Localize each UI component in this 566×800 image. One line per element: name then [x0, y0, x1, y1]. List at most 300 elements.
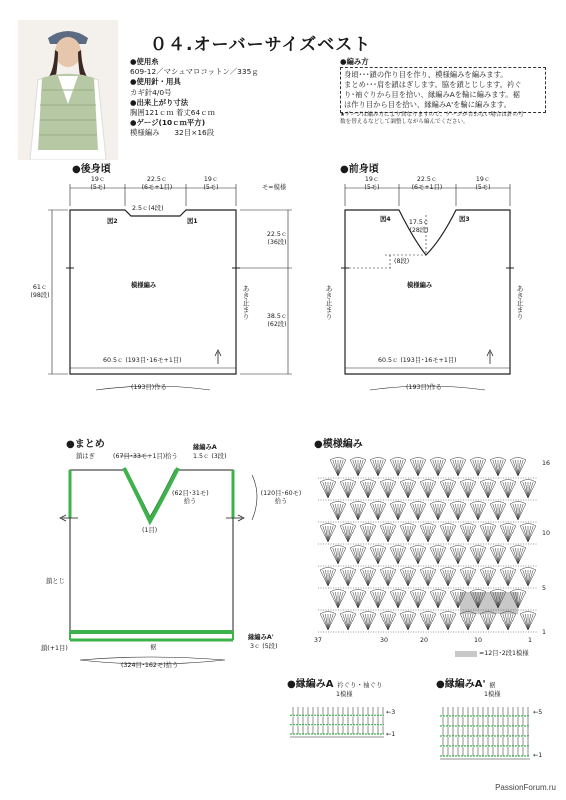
stitch-stroke: [493, 548, 498, 564]
stitch-stroke: [448, 570, 453, 586]
fan-motif: [460, 568, 476, 587]
back-left-width: [84, 176, 112, 192]
fan-motif: [410, 458, 426, 477]
fan-arc: [470, 546, 486, 549]
fan-motif: [350, 546, 366, 565]
back-lower-height-cm: 38.5ｃ: [266, 313, 288, 320]
shoulder-seam-label: 鎖はぎ: [76, 453, 95, 460]
stitch-stroke: [523, 570, 528, 586]
back-cast-on: (193目)作る: [131, 384, 167, 391]
stitch-stroke: [433, 504, 438, 520]
fan-motif: [440, 612, 456, 631]
fan-arc: [450, 546, 466, 549]
stitch-stroke: [503, 614, 508, 630]
stitch-stroke: [358, 548, 363, 564]
legend-label: =12目･2段1模様: [479, 650, 529, 657]
fan-arc: [500, 480, 516, 483]
front-v-depth-cm: 17.5ｃ: [408, 219, 430, 226]
fan-motif: [510, 458, 526, 477]
fan-arc: [440, 612, 456, 615]
fan-arc: [350, 458, 366, 461]
stitch-stroke: [523, 614, 528, 630]
stitch-stroke: [368, 526, 373, 542]
stitch-stroke: [418, 592, 423, 608]
fan-motif: [430, 502, 446, 521]
stitch-stroke: [478, 504, 483, 520]
fan-arc: [440, 568, 456, 571]
stitch-stroke: [418, 460, 423, 476]
stitch-stroke: [388, 526, 393, 542]
edge-a-prime-label: 縁編みA': [248, 634, 274, 641]
fan-motif: [350, 502, 366, 521]
stitch-stroke: [468, 614, 473, 630]
stitch-stroke: [333, 592, 338, 608]
fan-motif: [430, 546, 446, 565]
stitch-stroke: [513, 460, 518, 476]
stitch-stroke: [338, 592, 343, 608]
fan-motif: [410, 546, 426, 565]
front-heading: ●前身頃: [340, 164, 379, 175]
assembly-schematic: [60, 456, 257, 664]
fan-motif: [340, 568, 356, 587]
stitch-stroke: [483, 614, 488, 630]
fan-arc: [410, 590, 426, 593]
fan-arc: [480, 568, 496, 571]
yarn-value: 609-12／マシュマロコットン／335ｇ: [130, 67, 259, 77]
edging-a-chart: [290, 707, 384, 737]
front-left-width-motifs: (5モ): [364, 184, 380, 191]
col-label-30: 30: [380, 637, 389, 644]
fan-arc: [520, 568, 536, 571]
neck-pickup-label: (67目･33モ+1目)拾う: [113, 453, 178, 460]
front-row8: (8段): [394, 258, 410, 265]
stitch-stroke: [523, 482, 528, 498]
stitch-stroke: [368, 482, 373, 498]
stitch-stroke: [368, 614, 373, 630]
gauge-note: ★ゲージは編み方により異なりますので、ゲージが合わない場合は針の号 数を替えるなどして調整しながら編んでください。: [340, 112, 524, 126]
stitch-stroke: [453, 504, 458, 520]
front-mid-width-motifs: (6モ+1目): [411, 184, 443, 191]
stitch-stroke: [388, 570, 393, 586]
stitch-stroke: [338, 504, 343, 520]
stitch-stroke: [328, 614, 333, 630]
fan-arc: [320, 568, 336, 571]
fan-arc: [400, 480, 416, 483]
fan-arc: [370, 546, 386, 549]
edging-a-prime-chart: [440, 707, 530, 759]
stitch-stroke: [488, 570, 493, 586]
stitch-stroke: [528, 570, 533, 586]
fan-motif: [340, 524, 356, 543]
fan-arc: [500, 568, 516, 571]
fan-arc: [330, 590, 346, 593]
row-label-16: 16: [542, 460, 551, 467]
stitch-stroke: [488, 482, 493, 498]
fan-motif: [390, 458, 406, 477]
stitch-stroke: [513, 504, 518, 520]
fan-motif: [440, 524, 456, 543]
col-label-1: 1: [528, 637, 533, 644]
fan-motif: [400, 612, 416, 631]
fan-arc: [350, 502, 366, 505]
stitch-stroke: [418, 548, 423, 564]
fan-motif: [450, 458, 466, 477]
stitch-stroke: [483, 570, 488, 586]
stitch-stroke: [438, 592, 443, 608]
front-fig4-label: 図4: [380, 216, 391, 223]
stitch-stroke: [408, 526, 413, 542]
armhole-pickup-verb: 拾う: [274, 498, 288, 505]
fan-motif: [370, 502, 386, 521]
stitch-stroke: [453, 548, 458, 564]
fan-motif: [520, 524, 536, 543]
back-left-width-cm: 19ｃ: [90, 176, 106, 183]
fan-arc: [440, 524, 456, 527]
edging-a-sub: 衿ぐり・袖ぐり: [336, 681, 383, 689]
fan-arc: [430, 502, 446, 505]
fan-motif: [480, 568, 496, 587]
stitch-stroke: [383, 526, 388, 542]
row-label-10: 10: [542, 530, 551, 537]
fan-motif: [420, 568, 436, 587]
stitch-stroke: [473, 504, 478, 520]
fan-arc: [400, 568, 416, 571]
yarn-heading: ●使用糸: [130, 57, 159, 66]
back-left-width-motifs: (5モ): [90, 184, 106, 191]
fan-arc: [350, 546, 366, 549]
fan-arc: [330, 546, 346, 549]
edging-a-prime-heading-text: ●縁編みA': [436, 679, 486, 690]
v-pickup: [172, 490, 208, 506]
stitch-stroke: [488, 614, 493, 630]
stitch-stroke: [498, 504, 503, 520]
fan-arc: [420, 568, 436, 571]
stitch-stroke: [498, 548, 503, 564]
stitch-stroke: [393, 460, 398, 476]
fan-motif: [380, 612, 396, 631]
back-mid-width-cm: 22.5ｃ: [146, 176, 168, 183]
stitch-stroke: [333, 548, 338, 564]
stitch-stroke: [363, 614, 368, 630]
stitch-stroke: [403, 570, 408, 586]
stitch-stroke: [373, 460, 378, 476]
fan-motif: [320, 612, 336, 631]
stitch-stroke: [478, 460, 483, 476]
fan-arc: [350, 590, 366, 593]
back-heading: ●後身頃: [72, 164, 111, 175]
fan-motif: [420, 612, 436, 631]
stitch-stroke: [428, 526, 433, 542]
fan-arc: [440, 480, 456, 483]
stitch-stroke: [348, 570, 353, 586]
stitch-stroke: [343, 614, 348, 630]
stitch-stroke: [338, 460, 343, 476]
fan-arc: [340, 612, 356, 615]
stitch-stroke: [418, 504, 423, 520]
fan-motif: [350, 590, 366, 609]
fan-arc: [470, 502, 486, 505]
fan-arc: [320, 612, 336, 615]
stitch-stroke: [458, 504, 463, 520]
fan-arc: [370, 502, 386, 505]
fan-motif: [360, 612, 376, 631]
stitch-stroke: [483, 482, 488, 498]
stitch-stroke: [443, 482, 448, 498]
stitch-stroke: [403, 482, 408, 498]
fan-motif: [520, 612, 536, 631]
stitch-stroke: [408, 614, 413, 630]
fan-arc: [340, 524, 356, 527]
fan-motif: [330, 502, 346, 521]
stitch-stroke: [463, 526, 468, 542]
fan-arc: [390, 546, 406, 549]
armhole-pickup-count: (120目･60モ): [260, 490, 302, 497]
stitch-stroke: [458, 548, 463, 564]
fan-motif: [400, 568, 416, 587]
fan-arc: [390, 590, 406, 593]
pattern-heading: ●模様編み: [314, 439, 363, 450]
fan-motif: [430, 458, 446, 477]
fan-motif: [470, 458, 486, 477]
front-mid-width-cm: 22.5ｃ: [416, 176, 438, 183]
fan-motif: [320, 480, 336, 499]
fan-motif: [480, 524, 496, 543]
stitch-stroke: [333, 460, 338, 476]
fan-motif: [420, 480, 436, 499]
fan-motif: [360, 480, 376, 499]
stitch-stroke: [393, 592, 398, 608]
stitch-stroke: [523, 526, 528, 542]
stitch-stroke: [333, 504, 338, 520]
stitch-stroke: [373, 548, 378, 564]
stitch-stroke: [513, 548, 518, 564]
back-right-width-cm: 19ｃ: [203, 176, 219, 183]
stitch-stroke: [328, 482, 333, 498]
fan-arc: [410, 546, 426, 549]
fan-motif: [390, 546, 406, 565]
edging-a-row1: ←1: [386, 731, 396, 738]
motif-note: モ=模様: [262, 184, 287, 191]
fan-arc: [430, 590, 446, 593]
edging-a-prime-row5: ←5: [533, 709, 543, 716]
stitch-stroke: [438, 504, 443, 520]
fan-arc: [490, 502, 506, 505]
stitch-stroke: [393, 548, 398, 564]
stitch-stroke: [358, 592, 363, 608]
stitch-stroke: [323, 614, 328, 630]
stitch-chart: [318, 458, 538, 633]
fan-arc: [410, 458, 426, 461]
edging-a-prime-repeat: 1模様: [484, 691, 501, 698]
fan-motif: [340, 480, 356, 499]
size-value: 胸囲121ｃｍ 着丈64ｃｍ: [130, 108, 215, 118]
fan-motif: [330, 458, 346, 477]
stitch-stroke: [383, 482, 388, 498]
back-right-width: [197, 176, 225, 192]
stitch-stroke: [453, 592, 458, 608]
edge-a-size: 1.5ｃ (3段): [193, 453, 227, 460]
method-instructions: 身頃･･･鎖の作り目を作り、模様編みを編みます。 まとめ･･･肩を鎖はぎします。脇を鎖とじします。衿ぐ り･袖ぐりから目を拾い、縁編みAを輪に編みます。裾 は作り目から目を拾い、縁編みA'を輪に編みます。: [340, 67, 546, 113]
back-mid-width-motifs: (6モ+1目): [141, 184, 173, 191]
front-left-width-cm: 19ｃ: [364, 176, 380, 183]
fan-arc: [320, 524, 336, 527]
back-total-height-cm: 61ｃ: [32, 284, 48, 291]
gauge-heading: ●ゲージ(10ｃｍ平方): [130, 118, 206, 128]
stitch-stroke: [388, 614, 393, 630]
fan-motif: [320, 568, 336, 587]
stitch-stroke: [413, 460, 418, 476]
fan-motif: [450, 546, 466, 565]
stitch-stroke: [323, 570, 328, 586]
fan-arc: [390, 458, 406, 461]
edge-a-label: 縁編みA: [193, 444, 217, 451]
stitch-stroke: [323, 526, 328, 542]
fan-arc: [370, 590, 386, 593]
armhole-pickup: [260, 490, 302, 506]
stitch-stroke: [503, 482, 508, 498]
front-cast-on: (193目)作る: [406, 384, 442, 391]
fan-arc: [380, 480, 396, 483]
stitch-stroke: [373, 504, 378, 520]
row-label-5: 5: [542, 585, 547, 592]
fan-arc: [470, 458, 486, 461]
front-left-width: [358, 176, 386, 192]
stitch-stroke: [403, 526, 408, 542]
stitch-stroke: [448, 482, 453, 498]
fan-motif: [340, 612, 356, 631]
stitch-stroke: [373, 592, 378, 608]
back-fig2-label: 図2: [107, 218, 118, 225]
edging-a-row3: ←3: [386, 709, 396, 716]
fan-motif: [520, 480, 536, 499]
stitch-stroke: [488, 526, 493, 542]
stitch-stroke: [398, 460, 403, 476]
edging-a-heading-text: ●縁編みA: [287, 679, 334, 690]
stitch-stroke: [448, 614, 453, 630]
stitch-stroke: [383, 614, 388, 630]
col-label-10: 10: [474, 637, 483, 644]
fan-motif: [420, 524, 436, 543]
fan-motif: [440, 480, 456, 499]
stitch-stroke: [348, 614, 353, 630]
fan-arc: [340, 480, 356, 483]
stitch-stroke: [388, 482, 393, 498]
fan-arc: [520, 612, 536, 615]
back-slit-label: あき止まり: [242, 285, 250, 320]
fan-arc: [460, 480, 476, 483]
fan-motif: [460, 524, 476, 543]
fan-arc: [430, 458, 446, 461]
stitch-stroke: [423, 614, 428, 630]
edging-a-prime-heading: [436, 675, 496, 690]
fan-motif: [440, 568, 456, 587]
edging-a-prime-row1: ←1: [533, 752, 543, 759]
fan-motif: [330, 590, 346, 609]
fan-arc: [430, 546, 446, 549]
stitch-stroke: [428, 482, 433, 498]
stitch-stroke: [438, 548, 443, 564]
fan-motif: [490, 458, 506, 477]
fan-motif: [380, 480, 396, 499]
back-lower-height: [266, 313, 288, 329]
fan-motif: [470, 502, 486, 521]
fan-motif: [410, 590, 426, 609]
front-right-width-motifs: (5モ): [475, 184, 491, 191]
back-lower-height-rows: (62段): [267, 321, 287, 328]
stitch-stroke: [503, 526, 508, 542]
back-total-height-rows: (98段): [30, 292, 50, 299]
fan-arc: [360, 480, 376, 483]
fan-arc: [400, 524, 416, 527]
tools-value: カギ針4/0号: [130, 87, 172, 97]
stitch-stroke: [508, 482, 513, 498]
fan-arc: [450, 590, 466, 593]
front-slit-right: あき止まり: [516, 285, 524, 320]
stitch-stroke: [448, 526, 453, 542]
stitch-stroke: [393, 504, 398, 520]
stitch-stroke: [468, 526, 473, 542]
stitch-stroke: [428, 614, 433, 630]
stitch-stroke: [518, 460, 523, 476]
fan-arc: [420, 612, 436, 615]
stitch-stroke: [353, 548, 358, 564]
fan-motif: [360, 524, 376, 543]
back-right-width-motifs: (5モ): [203, 184, 219, 191]
stitch-stroke: [353, 504, 358, 520]
fan-motif: [510, 546, 526, 565]
front-stitch-label: 模様編み: [407, 282, 433, 289]
stitch-stroke: [403, 614, 408, 630]
stitch-stroke: [358, 460, 363, 476]
col-label-37: 37: [314, 637, 323, 644]
stitch-stroke: [468, 482, 473, 498]
stitch-stroke: [398, 548, 403, 564]
stitch-stroke: [503, 570, 508, 586]
edge-a-prime-size: 3ｃ (5段): [250, 643, 278, 650]
fan-arc: [330, 458, 346, 461]
stitch-stroke: [443, 570, 448, 586]
tools-heading: ●使用針・用具: [130, 77, 181, 87]
stitch-stroke: [343, 526, 348, 542]
stitch-stroke: [468, 570, 473, 586]
fan-motif: [350, 458, 366, 477]
stitch-stroke: [348, 526, 353, 542]
back-fig1-label: 図1: [187, 218, 198, 225]
fan-motif: [500, 524, 516, 543]
front-fig3-label: 図3: [459, 216, 470, 223]
fan-motif: [370, 458, 386, 477]
stitch-stroke: [343, 482, 348, 498]
stitch-stroke: [508, 570, 513, 586]
stitch-stroke: [353, 460, 358, 476]
fan-arc: [340, 568, 356, 571]
stitch-stroke: [398, 592, 403, 608]
fan-motif: [480, 480, 496, 499]
fan-arc: [420, 524, 436, 527]
fan-arc: [450, 458, 466, 461]
stitch-stroke: [358, 504, 363, 520]
fan-arc: [480, 480, 496, 483]
fan-motif: [370, 590, 386, 609]
fan-motif: [370, 546, 386, 565]
fan-arc: [520, 480, 536, 483]
fan-motif: [320, 524, 336, 543]
fan-motif: [460, 480, 476, 499]
fan-motif: [380, 524, 396, 543]
fan-arc: [480, 524, 496, 527]
back-total-height: [28, 284, 52, 300]
fan-motif: [380, 568, 396, 587]
